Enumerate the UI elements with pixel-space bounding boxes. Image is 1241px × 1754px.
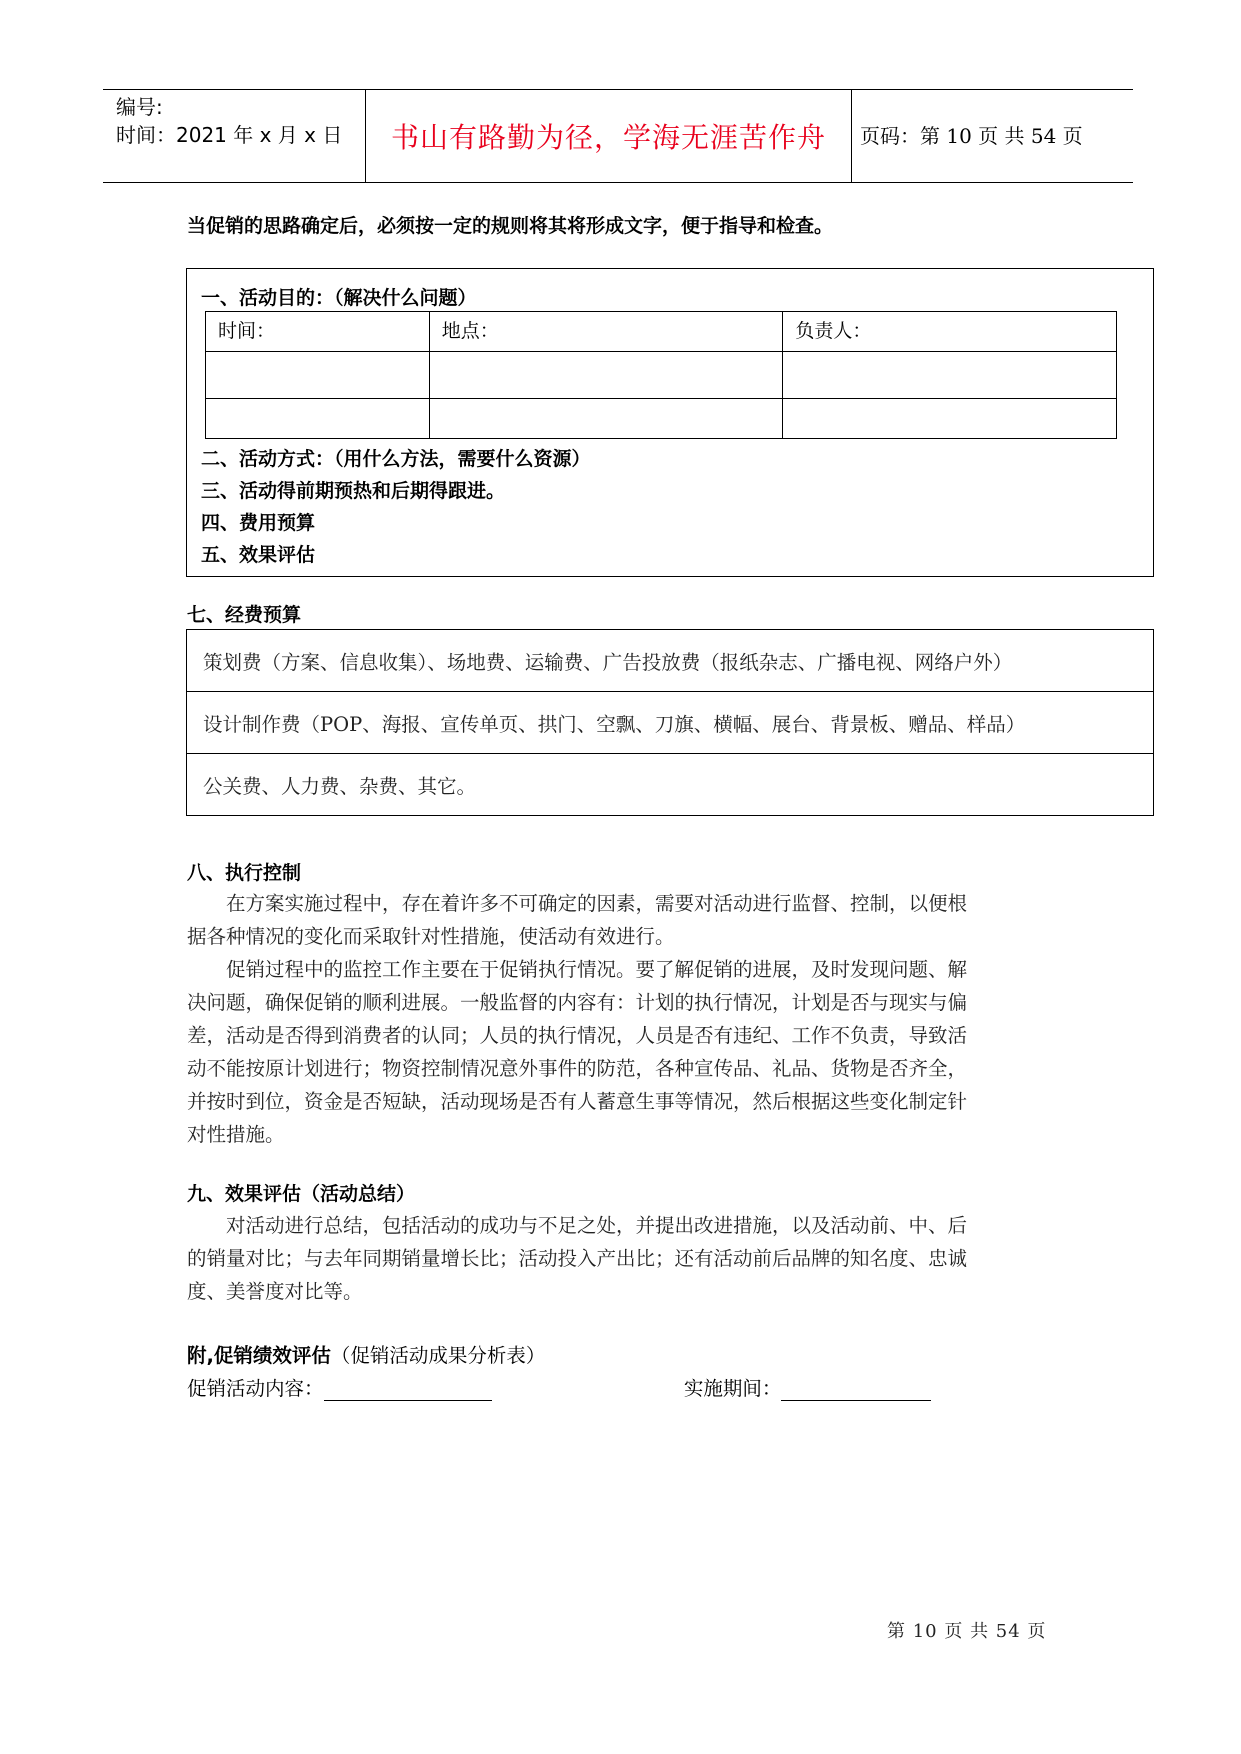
plan-table: [205, 311, 1117, 439]
paragraph-line: 对性措施。: [187, 1123, 285, 1146]
intro-text: 当促销的思路确定后，必须按一定的规则将其将形成文字，便于指导和检查。: [187, 215, 834, 237]
period-blank[interactable]: [781, 1380, 931, 1401]
paragraph-line: 差，活动是否得到消费者的认同；人员的执行情况，人员是否有违纪、工作不负责，导致活: [187, 1024, 968, 1047]
paragraph-line: 对活动进行总结，包括活动的成功与不足之处，并提出改进措施，以及活动前、中、后: [187, 1214, 968, 1237]
appendix-fields: [187, 1373, 1087, 1401]
paragraph-line: 动不能按原计划进行；物资控制情况意外事件的防范，各种宣传品、礼品、货物是否齐全，: [187, 1057, 968, 1080]
table-cell: [206, 352, 430, 399]
appendix-title-rest: （促销活动成果分析表）: [330, 1344, 546, 1367]
section9-title: 九、效果评估（活动总结）: [187, 1183, 416, 1205]
budget-row-2: 设计制作费（POP、海报、宣传单页、拱门、空飘、刀旗、横幅、展台、背景板、赠品、样品）: [187, 692, 1154, 754]
paragraph-line: 并按时到位，资金是否短缺，活动现场是否有人蓄意生事等情况，然后根据这些变化制定针: [187, 1090, 968, 1113]
budget-row-1: 策划费（方案、信息收集）、场地费、运输费、广告投放费（报纸杂志、广播电视、网络户外）: [187, 630, 1154, 692]
page-footer: 第 10 页 共 54 页: [887, 1621, 1047, 1642]
table-cell: [783, 399, 1117, 439]
budget-row-3: 公关费、人力费、杂费、其它。: [187, 754, 1154, 816]
code-label: 编号:: [116, 95, 163, 119]
plan-heading-5: 五、效果评估: [201, 544, 316, 566]
table-row: [187, 630, 1154, 692]
section8-body: [187, 887, 1055, 1151]
table-row: [187, 692, 1154, 754]
paragraph-line: 决问题，确保促销的顺利进展。一般监督的内容有：计划的执行情况，计划是否与现实与偏: [187, 991, 968, 1014]
paragraph-line: 据各种情况的变化而采取针对性措施，使活动有效进行。: [187, 925, 675, 948]
plan-heading-4: 四、费用预算: [201, 512, 316, 534]
table-header-place: 地点：: [429, 312, 783, 352]
promo-content-label: 促销活动内容：: [187, 1377, 324, 1400]
table-row: [187, 754, 1154, 816]
table-cell: [783, 352, 1117, 399]
plan-heading-1: 一、活动目的：（解决什么问题）: [201, 287, 477, 309]
budget-title: 七、经费预算: [187, 604, 302, 626]
paragraph-line: 度、美誉度对比等。: [187, 1280, 363, 1303]
budget-table: [186, 629, 1154, 816]
table-row: [206, 312, 1117, 352]
paragraph-line: 的销量对比；与去年同期销量增长比；活动投入产出比；还有活动前后品牌的知名度、忠诚: [187, 1247, 968, 1270]
time-label: 时间：2021 年 x 月 x 日: [116, 123, 343, 147]
table-header-owner: 负责人：: [783, 312, 1117, 352]
paragraph-line: 促销过程中的监控工作主要在于促销执行情况。要了解促销的进展，及时发现问题、解: [187, 958, 968, 981]
period-label: 实施期间：: [683, 1377, 782, 1400]
plan-box: [186, 268, 1154, 577]
header-motto: 书山有路勤为径，学海无涯苦作舟: [390, 121, 826, 154]
table-cell: [429, 399, 783, 439]
appendix-title: [187, 1340, 545, 1368]
table-row: [206, 352, 1117, 399]
header-divider: [851, 90, 852, 182]
header-page-info: 页码：第 10 页 共 54 页: [860, 124, 1083, 148]
plan-heading-2: 二、活动方式：（用什么方法，需要什么资源）: [201, 448, 591, 470]
plan-heading-3: 三、活动得前期预热和后期得跟进。: [201, 480, 506, 502]
section9-body: [187, 1209, 1055, 1308]
header-meta: [116, 93, 342, 149]
section8-title: 八、执行控制: [187, 862, 302, 884]
paragraph-line: 在方案实施过程中，存在着许多不可确定的因素，需要对活动进行监督、控制，以便根: [187, 892, 968, 915]
table-header-time: 时间：: [206, 312, 430, 352]
table-cell: [206, 399, 430, 439]
table-cell: [429, 352, 783, 399]
document-header: [103, 89, 1133, 183]
promo-content-blank[interactable]: [324, 1380, 492, 1401]
appendix-title-bold: 附,促销绩效评估: [187, 1344, 331, 1367]
table-row: [206, 399, 1117, 439]
